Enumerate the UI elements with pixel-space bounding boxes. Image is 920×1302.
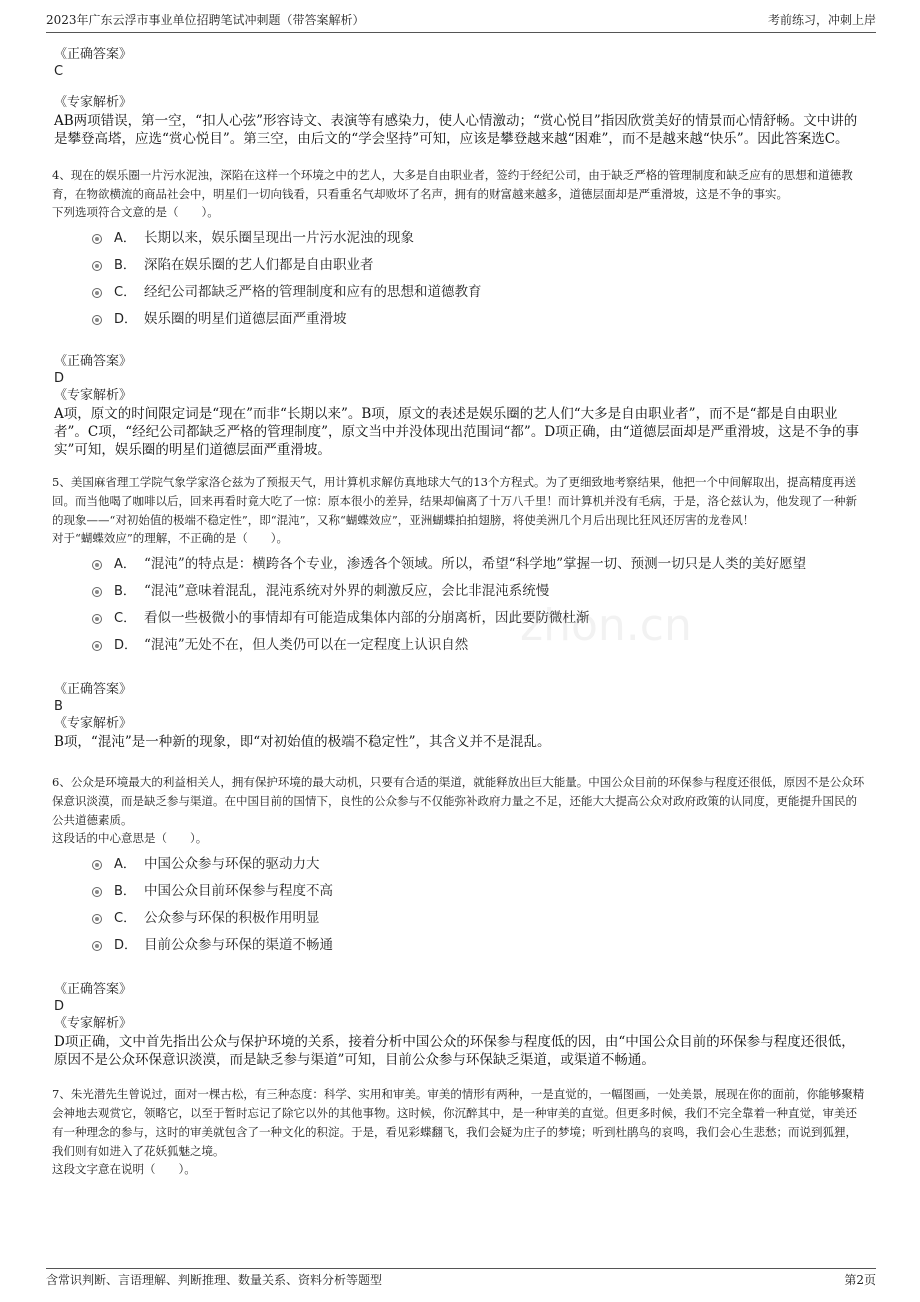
question-4 — [54, 166, 866, 459]
option-c[interactable] — [92, 905, 866, 932]
watermark: zhon.cn — [520, 600, 692, 651]
radio-icon[interactable] — [92, 288, 102, 298]
question-stem: 4、现在的娱乐圈一片污水泥浊，深陷在这样一个环境之中的艺人，大多是自由职业者，签约于经纪公司，由于缺乏严格的管理制度和缺乏应有的思想和道德教育，在物欲横流的商品社会中，明星们一切向钱看，只看重名气却败坏了名声，拥有的财富越来越多，道德层面却是严重滑坡，这是不争的事实。 — [52, 168, 853, 201]
option-list — [92, 851, 866, 959]
answer-value: B — [54, 699, 63, 714]
question-stem: 7、朱光潜先生曾说过，面对一棵古松，有三种态度：科学、实用和审美。审美的情形有两种，一是直觉的，一幅图画，一处美景，展现在你的面前，你能够聚精会神地去观赏它，领略它，以至于暂时忘记了除它以外的其他事物。这时候，你沉醉其中，是一种审美的直觉。但更多时候，我们不完全靠着一种直觉，审美还有一种理念的参与，这时的审美就包含了一种文化的积淀。于是，看见彩蝶翻飞，我们会疑为庄子的梦境；听到杜鹃鸟的哀鸣，我们会心生悲愁；而说到狐狸，我们则有如进入了花妖狐魅之境。 — [52, 1087, 865, 1158]
question-6 — [54, 773, 866, 1069]
header-slogan: 考前练习，冲刺上岸 — [767, 13, 876, 27]
radio-icon[interactable] — [92, 587, 102, 597]
option-text: “混沌”的特点是：横跨各个专业，渗透各个领域。所以，希望“科学地”掌握一切、预测一切只是人类的美好愿望 — [144, 556, 807, 572]
option-list — [92, 551, 866, 659]
radio-icon[interactable] — [92, 560, 102, 570]
question-5 — [54, 473, 866, 751]
option-text: 目前公众参与环保的渠道不畅通 — [144, 937, 333, 953]
radio-icon[interactable] — [92, 614, 102, 624]
answer-value: D — [54, 999, 65, 1014]
option-d[interactable] — [92, 632, 866, 659]
question-stem: 5、美国麻省理工学院气象学家洛仑兹为了预报天气，用计算机求解仿真地球大气的13个方程式。为了更细致地考察结果，他把一个中间解取出，提高精度再送回。而当他喝了咖啡以后，回来再看时竟大吃了一惊：原本很小的差异，结果却偏离了十万八千里！而计算机并没有毛病，于是，洛仑兹认为，他发现了一种新的现象——“对初始值的极端不稳定性”，即“混沌”，又称“蝴蝶效应”，亚洲蝴蝶拍拍翅膀，将使美洲几个月后出现比狂风还厉害的龙卷风！ — [52, 475, 857, 527]
question-prompt: 这段文字意在说明（ ）。 — [52, 1162, 196, 1176]
option-letter: C． — [114, 611, 137, 626]
radio-icon[interactable] — [92, 315, 102, 325]
option-text: “混沌”意味着混乱，混沌系统对外界的刺激反应，会比非混沌系统慢 — [144, 583, 550, 599]
answer-value: D — [54, 371, 65, 386]
option-letter: B． — [114, 258, 136, 273]
option-a[interactable] — [92, 551, 866, 578]
option-a[interactable] — [92, 851, 866, 878]
option-a[interactable] — [92, 225, 866, 252]
option-text: 娱乐圈的明星们道德层面严重滑坡 — [144, 311, 347, 327]
answer-value: C — [54, 64, 64, 79]
option-c[interactable] — [92, 605, 866, 632]
analysis-label: 《专家解析》 — [54, 1016, 133, 1031]
radio-icon[interactable] — [92, 641, 102, 651]
analysis-text: D项正确，文中首先指出公众与保护环境的关系，接着分析中国公众的环保参与程度低的因，由“中国公众目前的环保参与程度还很低，原因不是公众环保意识淡漠，而是缺乏参与渠道”可知，目前公众参与环保缺乏渠道，或渠道不畅通。 — [54, 1034, 855, 1068]
question-prompt: 下列选项符合文意的是（ ）。 — [52, 205, 219, 219]
option-b[interactable] — [92, 578, 866, 605]
question-prompt: 对于“蝴蝶效应”的理解，不正确的是（ ）。 — [52, 531, 289, 545]
question-prompt: 这段话的中心意思是（ ）。 — [52, 831, 208, 845]
radio-icon[interactable] — [92, 860, 102, 870]
radio-icon[interactable] — [92, 261, 102, 271]
option-letter: C． — [114, 285, 137, 300]
option-c[interactable] — [92, 279, 866, 306]
analysis-text: B项，“混沌”是一种新的现象，即“对初始值的极端不稳定性”，其含义并不是混乱。 — [54, 734, 551, 750]
option-letter: B． — [114, 584, 136, 599]
option-text: “混沌”无处不在，但人类仍可以在一定程度上认识自然 — [144, 637, 469, 653]
option-letter: C． — [114, 911, 137, 926]
footer-categories: 含常识判断、言语理解、判断推理、数量关系、资料分析等题型 — [46, 1273, 383, 1287]
option-letter: B． — [114, 884, 136, 899]
option-b[interactable] — [92, 878, 866, 905]
answer-label: 《正确答案》 — [54, 47, 133, 62]
answer-label: 《正确答案》 — [54, 682, 133, 697]
q3-answer-block — [54, 46, 866, 148]
option-b[interactable] — [92, 252, 866, 279]
page-header — [46, 10, 876, 33]
option-letter: A． — [114, 231, 136, 246]
option-letter: D． — [114, 312, 138, 327]
radio-icon[interactable] — [92, 887, 102, 897]
option-text: 看似一些极微小的事情却有可能造成集体内部的分崩离析，因此要防微杜渐 — [144, 610, 590, 626]
radio-icon[interactable] — [92, 941, 102, 951]
radio-icon[interactable] — [92, 234, 102, 244]
analysis-text: AB两项错误，第一空，“扣人心弦”形容诗文、表演等有感染力，使人心情激动；“赏心悦目”指因欣赏美好的情景而心情舒畅。文中讲的是攀登高塔，应选“赏心悦目”。第三空，由后文的“学会坚持”可知，应该是攀登越来越“困难”，而不是越来越“快乐”。因此答案选C。 — [54, 113, 858, 147]
option-text: 中国公众参与环保的驱动力大 — [144, 856, 320, 872]
answer-label: 《正确答案》 — [54, 354, 133, 369]
option-text: 长期以来，娱乐圈呈现出一片污水泥浊的现象 — [144, 230, 414, 246]
option-text: 中国公众目前环保参与程度不高 — [144, 883, 333, 899]
option-letter: D． — [114, 638, 138, 653]
document-title: 2023年广东云浮市事业单位招聘笔试冲刺题（带答案解析） — [46, 13, 365, 27]
option-text: 经纪公司都缺乏严格的管理制度和应有的思想和道德教育 — [144, 284, 482, 300]
question-stem: 6、公众是环境最大的利益相关人，拥有保护环境的最大动机，只要有合适的渠道，就能释放出巨大能量。中国公众目前的环保参与程度还很低，原因不是公众环保意识淡漠，而是缺乏参与渠道。在中国目前的国情下，良性的公众参与不仅能弥补政府力量之不足，还能大大提高公众对政府政策的认同度，更能提升国民的公共道德素质。 — [52, 775, 865, 827]
question-7 — [54, 1085, 866, 1178]
option-letter: A． — [114, 557, 136, 572]
page-number: 第2页 — [844, 1273, 876, 1287]
answer-label: 《正确答案》 — [54, 982, 133, 997]
radio-icon[interactable] — [92, 914, 102, 924]
option-letter: A． — [114, 857, 136, 872]
option-d[interactable] — [92, 932, 866, 959]
option-text: 公众参与环保的积极作用明显 — [144, 910, 320, 926]
analysis-label: 《专家解析》 — [54, 388, 133, 403]
analysis-text: A项，原文的时间限定词是“现在”而非“长期以来”。B项，原文的表述是娱乐圈的艺人们“大多是自由职业者”，而不是“都是自由职业者”。C项，“经纪公司都缺乏严格的管理制度”，原文当中并没体现出范围词“都”。D项正确，由“道德层面却是严重滑坡，这是不争的事实”可知，娱乐圈的明星们道德层面严重滑坡。 — [54, 406, 860, 458]
page-footer — [46, 1268, 876, 1291]
page-content — [54, 46, 866, 1178]
option-text: 深陷在娱乐圈的艺人们都是自由职业者 — [144, 257, 374, 273]
option-letter: D． — [114, 938, 138, 953]
analysis-label: 《专家解析》 — [54, 716, 133, 731]
analysis-label: 《专家解析》 — [54, 95, 133, 110]
option-list — [92, 225, 866, 333]
option-d[interactable] — [92, 306, 866, 333]
